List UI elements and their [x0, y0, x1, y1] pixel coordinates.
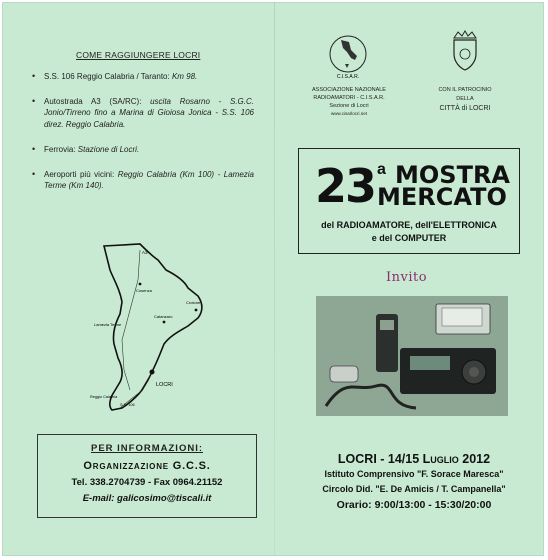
directions-detail: Km 98.: [171, 72, 198, 81]
association-line2: RADIOAMATORI - C.I.S.A.R.: [313, 95, 385, 101]
map-label-reggio: Reggio Calabria: [90, 395, 118, 399]
handheld-display: [380, 320, 394, 330]
cisar-emblem-ring: [330, 36, 366, 72]
info-title: PER INFORMAZIONI:: [91, 443, 203, 454]
organizer: Organizzazione G.C.S.: [83, 460, 211, 472]
edition-number: 23: [315, 159, 376, 213]
patronage-city: CITTÀ di LOCRI: [439, 105, 491, 112]
directions-detail: Stazione di Locri.: [77, 144, 140, 154]
subtitle-line1: del RADIOAMATORE, dell'ELETTRONICA: [321, 220, 497, 230]
radio-equipment-photo: [316, 296, 508, 416]
opening-hours: Orario: 9:00/13:00 - 15:30/20:00: [336, 499, 492, 511]
directions-text: Autostrada A3 (SA/RC):: [44, 97, 151, 107]
map-label-lamezia: Lamezia Terme: [94, 322, 122, 327]
email: E-mail: galicosimo@tiscali.it: [82, 493, 212, 504]
transceiver-display: [410, 356, 450, 370]
event-date: Luglio 2012: [422, 452, 491, 466]
map-label-crotone: Crotone: [186, 300, 201, 305]
directions-list: [26, 71, 254, 205]
edition-ordinal: a: [377, 161, 386, 178]
association-block: [300, 86, 398, 118]
tuning-knob-center: [469, 367, 479, 377]
catanzaro-marker: [163, 321, 166, 324]
meter-screen: [442, 308, 482, 326]
venue-istituto: Istituto Comprensivo "F. Sorace Maresca": [324, 469, 504, 479]
title-mercato: MERCATO: [377, 183, 507, 211]
directions-item-road: [26, 71, 254, 82]
crown-icon: [454, 31, 476, 38]
cosenza-marker: [139, 283, 142, 286]
event-place: LOCRI - 14/15: [337, 452, 423, 466]
event-title-box: [298, 148, 520, 254]
directions-title: COME RAGGIUNGERE LOCRI: [76, 50, 201, 60]
map-label-catanzaro: Catanzaro: [154, 314, 173, 319]
connector: [330, 366, 358, 382]
directions-text: Ferrovia:: [44, 144, 78, 154]
locri-coat-of-arms-icon: [450, 30, 480, 72]
cisar-emblem: [327, 30, 369, 82]
cisar-emblem-text: C.I.S.A.R.: [336, 74, 360, 80]
event-place-date: [310, 452, 518, 466]
directions-detail: uscita Rosarno - S.G.C. Jonio/Tirreno fino a Marina di Gioiosa Jonica - S.S. 106 direz. Reggio Calabria.: [44, 97, 254, 129]
directions-text: S.S. 106 Reggio Calabria / Taranto:: [44, 72, 172, 81]
shield-center: [460, 49, 470, 59]
calabria-map: [90, 240, 220, 420]
venue-circolo: Circolo Did. "E. De Amicis / T. Campanella": [322, 484, 506, 494]
association-line1: ASSOCIAZIONE NAZIONALE: [312, 87, 386, 93]
map-label-cosenza: Cosenza: [136, 288, 152, 293]
locri-marker: [150, 370, 155, 375]
route-a3: [122, 250, 140, 390]
directions-item-motorway: [26, 96, 254, 130]
directions-detail: Reggio Calabria (Km 100) - Lamezia Terme (Km 140).: [44, 170, 254, 191]
directions-text: Aeroporti più vicini:: [44, 170, 118, 180]
calabria-outline: [104, 244, 202, 410]
fold-line: [274, 2, 275, 556]
map-label-ss106: S.S. 106: [120, 403, 135, 407]
invito-label: Invito: [386, 270, 428, 285]
directions-item-airport: [26, 169, 254, 191]
map-label-locri: LOCRI: [156, 382, 173, 388]
association-line3: Sezione di Locri: [329, 103, 369, 109]
map-label-a3: A3: [142, 250, 148, 255]
info-box: [37, 434, 257, 518]
subtitle-line2: e del COMPUTER: [371, 233, 447, 243]
italy-silhouette-icon: [341, 40, 357, 68]
title-mostra: MOSTRA: [395, 161, 510, 189]
phone-fax: Tel. 338.2704739 - Fax 0964.21152: [71, 477, 223, 488]
patronage-line2: DELLA: [456, 96, 474, 102]
directions-item-train: [26, 144, 254, 155]
shield-icon: [454, 40, 476, 70]
association-url: www.cisarlocri.net: [330, 111, 367, 116]
patronage-line1: CON IL PATROCINIO: [438, 87, 492, 93]
patronage-block: [420, 86, 510, 113]
crotone-marker: [195, 309, 198, 312]
